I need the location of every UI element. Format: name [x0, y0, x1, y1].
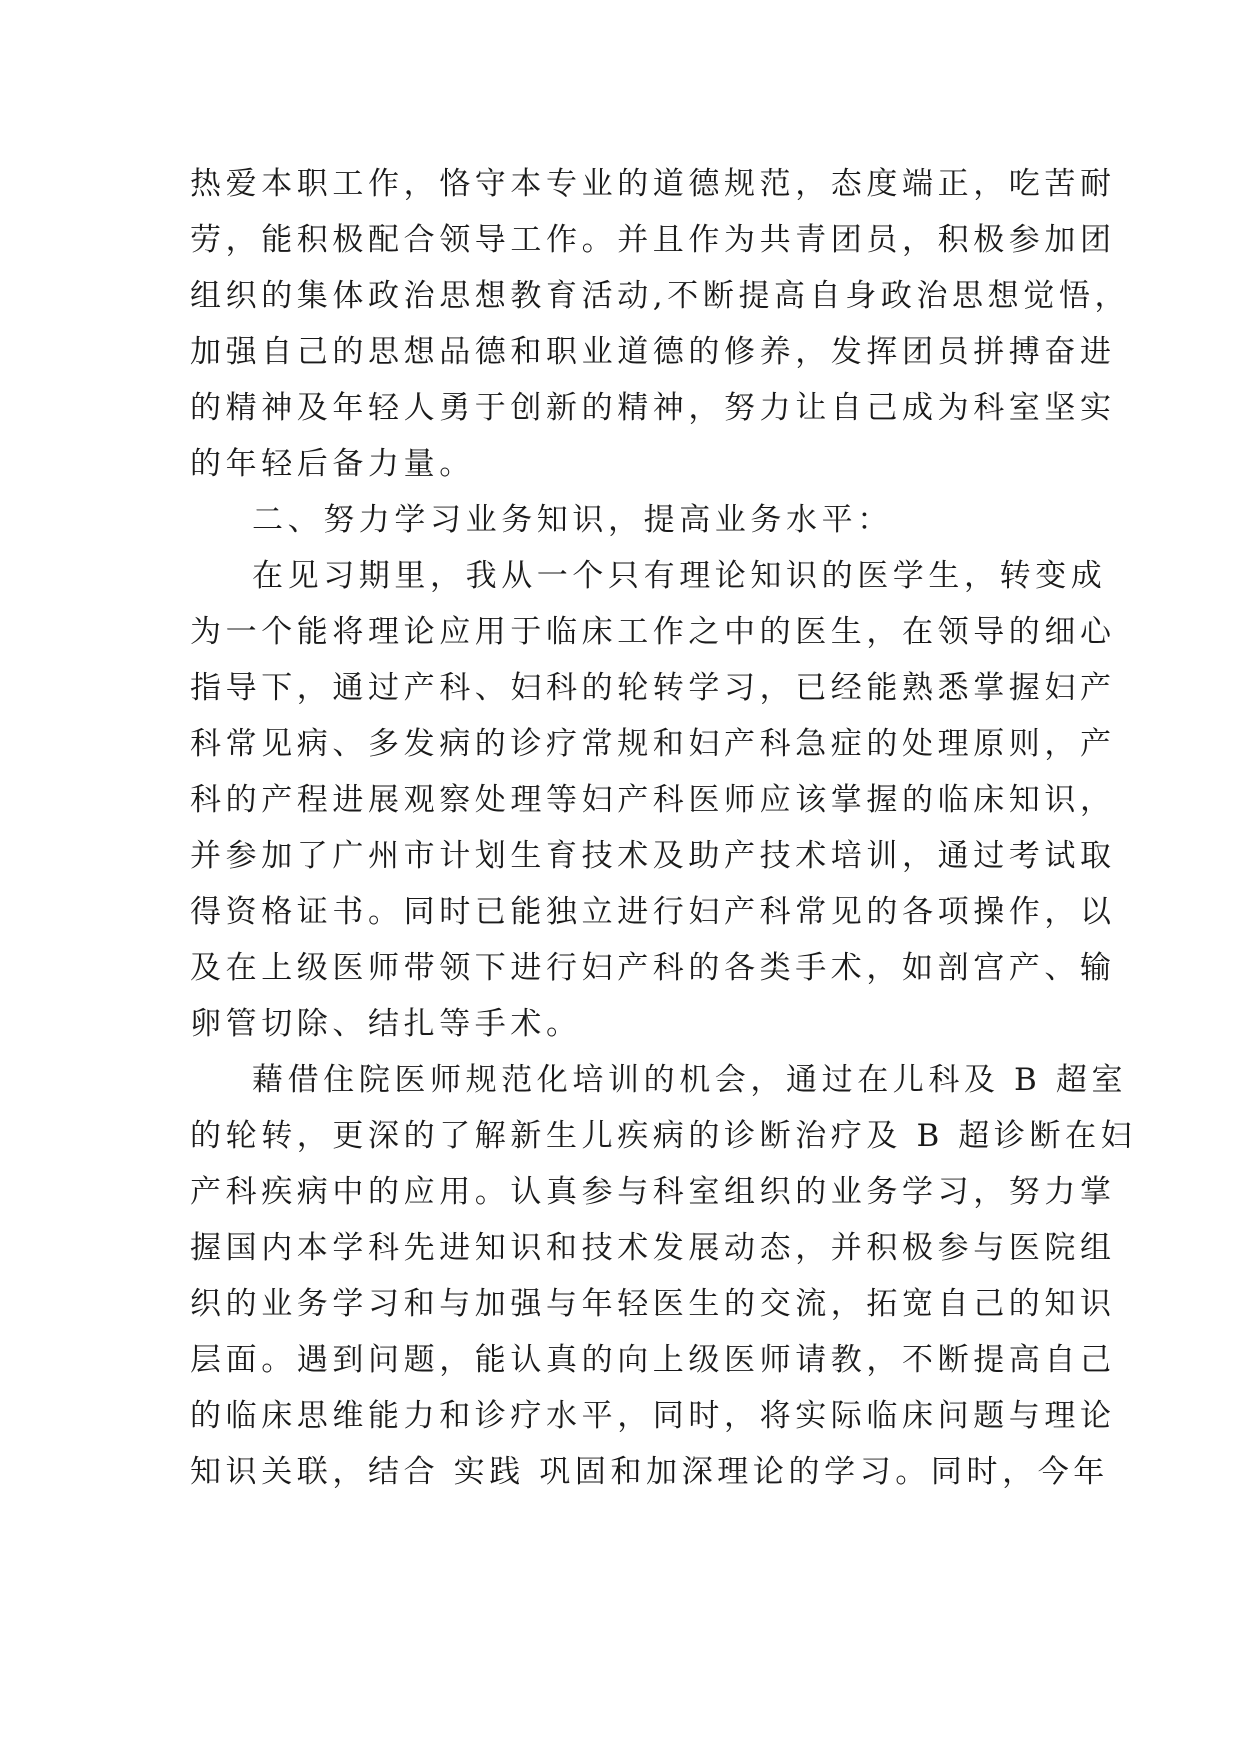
text-line: 的轮转，更深的了解新生儿疾病的诊断治疗及 B 超诊断在妇: [190, 1118, 1137, 1154]
text-line: 层面。遇到问题，能认真的向上级医师请教，不断提高自己: [190, 1342, 1116, 1378]
text-line: 的精神及年轻人勇于创新的精神，努力让自己成为科室坚实: [190, 390, 1116, 426]
text-line: 产科疾病中的应用。认真参与科室组织的业务学习，努力掌: [190, 1174, 1116, 1210]
text-line: 的年轻后备力量。: [190, 446, 475, 482]
text-line: 握国内本学科先进知识和技术发展动态，并积极参与医院组: [190, 1230, 1116, 1266]
text-line: 及在上级医师带领下进行妇产科的各类手术，如剖宫产、输: [190, 950, 1116, 986]
section-heading: 二、努力学习业务知识，提高业务水平：: [252, 502, 893, 538]
text-line: 指导下，通过产科、妇科的轮转学习，已经能熟悉掌握妇产: [190, 670, 1116, 706]
text-line: 的临床思维能力和诊疗水平，同时，将实际临床问题与理论: [190, 1398, 1116, 1434]
text-line: 科的产程进展观察处理等妇产科医师应该掌握的临床知识，: [190, 782, 1116, 818]
text-line: 加强自己的思想品德和职业道德的修养，发挥团员拼搏奋进: [190, 334, 1116, 370]
text-line: 在见习期里，我从一个只有理论知识的医学生，转变成: [252, 558, 1107, 594]
text-line: 科常见病、多发病的诊疗常规和妇产科急症的处理原则，产: [190, 726, 1116, 762]
text-line: 藉借住院医师规范化培训的机会，通过在儿科及 B 超室: [252, 1062, 1128, 1098]
text-line: 卵管切除、结扎等手术。: [190, 1006, 582, 1042]
text-line: 知识关联，结合 实践 巩固和加深理论的学习。同时，今年: [190, 1454, 1109, 1490]
text-line: 组织的集体政治思想教育活动,不断提高自身政治思想觉悟，: [190, 278, 1131, 314]
text-line: 为一个能将理论应用于临床工作之中的医生，在领导的细心: [190, 614, 1116, 650]
text-line: 并参加了广州市计划生育技术及助产技术培训，通过考试取: [190, 838, 1116, 874]
text-line: 劳，能积极配合领导工作。并且作为共青团员，积极参加团: [190, 222, 1116, 258]
text-line: 得资格证书。同时已能独立进行妇产科常见的各项操作，以: [190, 894, 1116, 930]
text-line: 织的业务学习和与加强与年轻医生的交流，拓宽自己的知识: [190, 1286, 1116, 1322]
text-line: 热爱本职工作，恪守本专业的道德规范，态度端正，吃苦耐: [190, 166, 1116, 202]
